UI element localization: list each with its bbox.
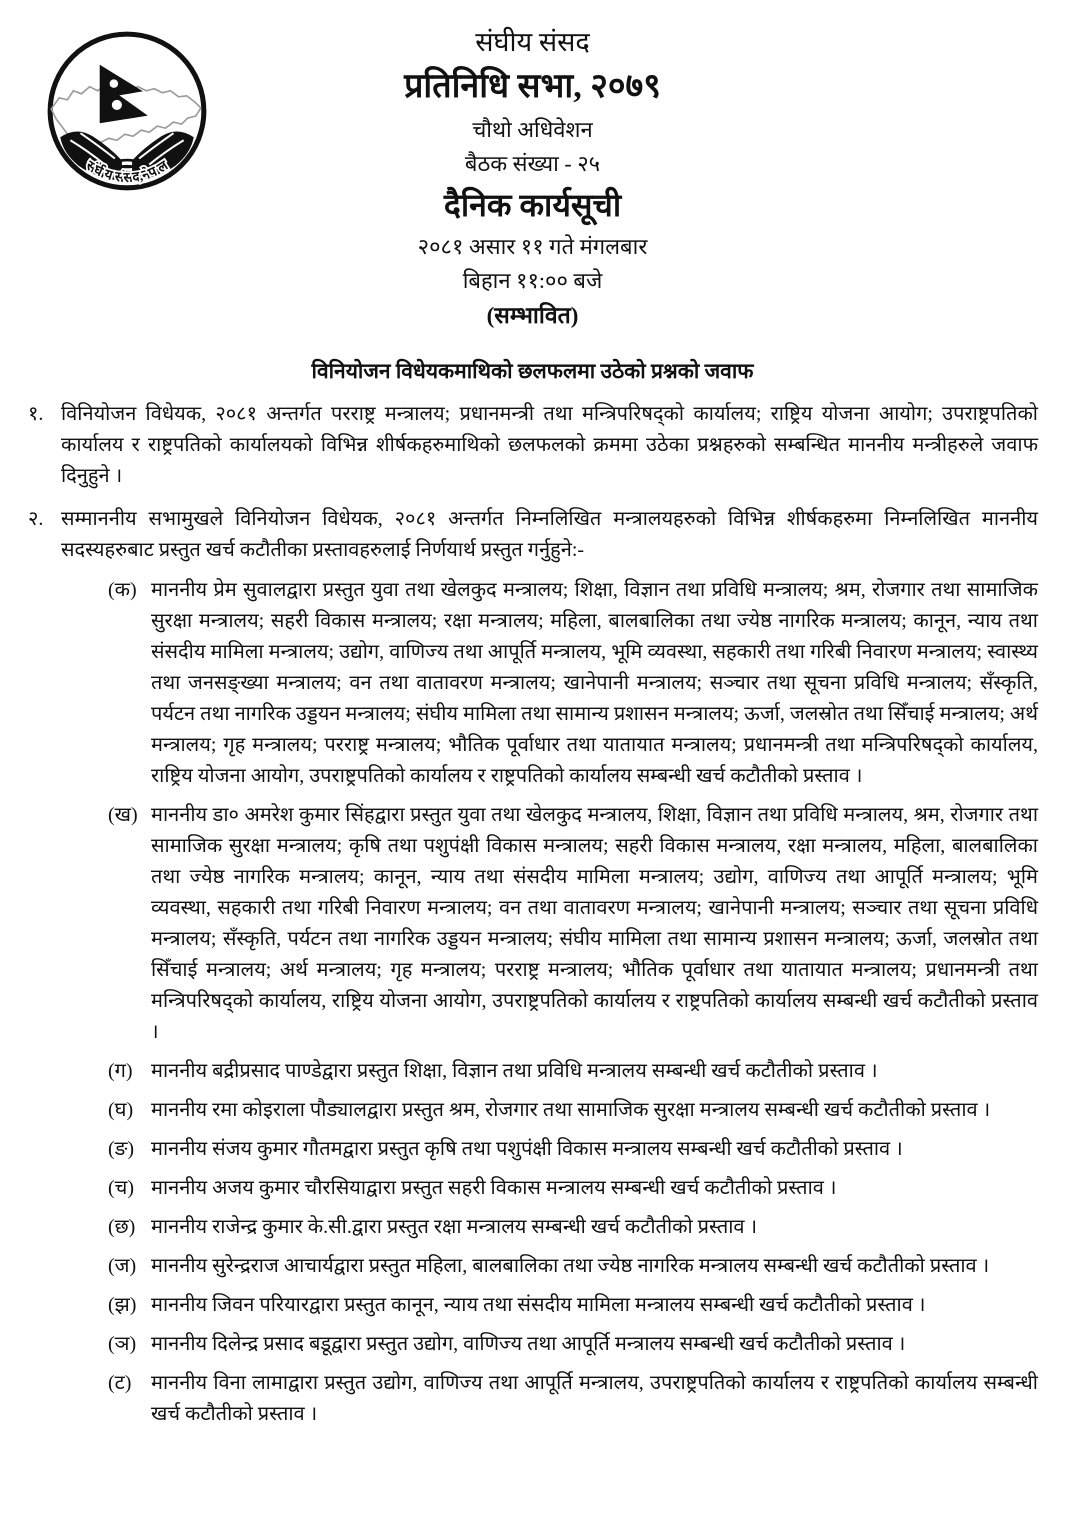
time-line: बिहान ११:०० बजे: [462, 267, 603, 293]
subitem-label: (घ): [108, 1099, 134, 1121]
agenda-body: [28, 399, 1038, 1430]
subitem-gha: [108, 1095, 1038, 1126]
subitem-nga: [108, 1134, 1038, 1165]
house-title: प्रतिनिधि सभा, २०७९: [404, 67, 661, 105]
subitem-cha: [108, 1173, 1038, 1204]
document-title: दैनिक कार्यसूची: [443, 187, 622, 224]
subitem-text: माननीय डा० अमरेश कुमार सिंहद्वारा प्रस्तुत युवा तथा खेलकुद मन्त्रालय, शिक्षा, विज्ञान तथा प्रविधि मन्त्रालय, श्रम, रोजगार तथा सामाजिक सुरक्षा मन्त्रालय; कृषि तथा पशुपंक्षी विकास मन्त्रालय; सहरी विकास मन्त्रालय, रक्षा मन्त्रालय, महिला, बालबालिका तथा ज्येष्ठ नागरिक मन्त्रालय; कानून, न्याय तथा संसदीय मामिला मन्त्रालय; उद्योग, वाणिज्य तथा आपूर्ति मन्त्रालय; भूमि व्यवस्था, सहकारी तथा गरिबी निवारण मन्त्रालय; वन तथा वातावरण मन्त्रालय; खानेपानी मन्त्रालय; सञ्चार तथा सूचना प्रविधि मन्त्रालय; सँस्कृति, पर्यटन तथा नागरिक उड्डयन मन्त्रालय; संघीय मामिला तथा सामान्य प्रशासन मन्त्रालय; ऊर्जा, जलस्रोत तथा सिँचाई मन्त्रालय; अर्थ मन्त्रालय; गृह मन्त्रालय; परराष्ट्र मन्त्रालय; भौतिक पूर्वाधार तथा यातायात मन्त्रालय; प्रधानमन्त्री तथा मन्त्रिपरिषद्को कार्यालय, राष्ट्रिय योजना आयोग, उपराष्ट्रपतिको कार्यालय र राष्ट्रपतिको कार्यालय सम्बन्धी खर्च कटौतीको प्रस्ताव ।: [151, 804, 1038, 1043]
agenda-item-2: [28, 504, 1038, 1430]
subitem-text: माननीय बद्रीप्रसाद पाण्डेद्वारा प्रस्तुत शिक्षा, विज्ञान तथा प्रविधि मन्त्रालय सम्बन्धी खर्च कटौतीको प्रस्ताव ।: [151, 1060, 878, 1082]
subitem-ja: [108, 1251, 1038, 1282]
subitem-jha: [108, 1290, 1038, 1321]
session-line: चौथो अधिवेशन: [472, 117, 593, 143]
subitem-text: माननीय जिवन परियारद्वारा प्रस्तुत कानून, न्याय तथा संसदीय मामिला मन्त्रालय सम्बन्धी खर्च कटौतीको प्रस्ताव ।: [151, 1294, 926, 1316]
subitem-text: माननीय सुरेन्द्रराज आचार्यद्वारा प्रस्तुत महिला, बालबालिका तथा ज्येष्ठ नागरिक मन्त्रालय सम्बन्धी खर्च कटौतीको प्रस्ताव ।: [151, 1255, 990, 1277]
subitem-label: (क): [108, 579, 137, 601]
parliament-emblem-icon: [36, 26, 218, 200]
subitem-list: [108, 575, 1038, 1430]
parliament-name: संघीय संसद: [475, 27, 590, 57]
subitem-text: माननीय संजय कुमार गौतमद्वारा प्रस्तुत कृषि तथा पशुपंक्षी विकास मन्त्रालय सम्बन्धी खर्च कटौतीको प्रस्ताव ।: [151, 1138, 903, 1160]
subitem-text: माननीय विना लामाद्वारा प्रस्तुत उद्योग, वाणिज्य तथा आपूर्ति मन्त्रालय, उपराष्ट्रपतिको कार्यालय र राष्ट्रपतिको कार्यालय सम्बन्धी खर्च कटौतीको प्रस्ताव ।: [151, 1372, 1038, 1425]
tentative-note: (सम्भावित): [486, 303, 579, 329]
flag-moon: [110, 79, 118, 87]
subitem-label: (झ): [108, 1294, 137, 1316]
agenda-item-1: [28, 399, 1038, 492]
subitem-label: (ख): [108, 804, 138, 826]
item-number: १.: [28, 403, 44, 425]
section-title: विनियोजन विधेयकमाथिको छलफलमा उठेको प्रश्नको जवाफ: [311, 359, 754, 383]
subitem-label: (ङ): [108, 1138, 135, 1160]
subitem-ka: [108, 575, 1038, 792]
subitem-ta: [108, 1368, 1038, 1430]
subitem-label: (छ): [108, 1216, 136, 1238]
subitem-text: माननीय राजेन्द्र कुमार के.सी.द्वारा प्रस्तुत रक्षा मन्त्रालय सम्बन्धी खर्च कटौतीको प्रस्ताव ।: [151, 1216, 758, 1238]
date-line: २०८१ असार ११ गते मंगलबार: [417, 234, 648, 260]
subitem-kha: [108, 800, 1038, 1048]
subitem-text: माननीय अजय कुमार चौरसियाद्वारा प्रस्तुत सहरी विकास मन्त्रालय सम्बन्धी खर्च कटौतीको प्रस्ताव ।: [151, 1177, 837, 1199]
subitem-text: माननीय दिलेन्द्र प्रसाद बडूद्वारा प्रस्तुत उद्योग, वाणिज्य तथा आपूर्ति मन्त्रालय सम्बन्धी खर्च कटौतीको प्रस्ताव ।: [151, 1333, 906, 1355]
subitem-label: (ञ): [108, 1333, 137, 1355]
item-text: सम्माननीय सभामुखले विनियोजन विधेयक, २०८१ अन्तर्गत निम्नलिखित मन्त्रालयहरुको विभिन्न शीर्षकहरुमा निम्नलिखित माननीय सदस्यहरुबाट प्रस्तुत खर्च कटौतीका प्रस्तावहरुलाई निर्णयार्थ प्रस्तुत गर्नुहुने:-: [61, 508, 1038, 561]
meeting-number-line: बैठक संख्या - २५: [464, 150, 601, 176]
subitem-label: (च): [108, 1177, 135, 1199]
subitem-ga: [108, 1056, 1038, 1087]
item-text: विनियोजन विधेयक, २०८१ अन्तर्गत परराष्ट्र मन्त्रालय; प्रधानमन्त्री तथा मन्त्रिपरिषद्को कार्यालय; राष्ट्रिय योजना आयोग; उपराष्ट्रपतिको कार्यालय र राष्ट्रपतिको कार्यालयको विभिन्न शीर्षकहरुमाथिको छलफलको क्रममा उठेका प्रश्नहरुको सम्बन्धित माननीय मन्त्रीहरुले जवाफ दिनुहुने ।: [61, 403, 1038, 487]
item-number: २.: [28, 508, 44, 530]
emblem-caption: संघीय संसद,नेपाल: [83, 157, 171, 185]
subitem-label: (ट): [108, 1372, 132, 1394]
flag-sun: [112, 100, 122, 110]
subitem-chha: [108, 1212, 1038, 1243]
subitem-nya: [108, 1329, 1038, 1360]
subitem-text: माननीय प्रेम सुवालद्वारा प्रस्तुत युवा तथा खेलकुद मन्त्रालय; शिक्षा, विज्ञान तथा प्रविधि मन्त्रालय; श्रम, रोजगार तथा सामाजिक सुरक्षा मन्त्रालय; सहरी विकास मन्त्रालय; रक्षा मन्त्रालय; महिला, बालबालिका तथा ज्येष्ठ नागरिक मन्त्रालय; कानून, न्याय तथा संसदीय मामिला मन्त्रालय; उद्योग, वाणिज्य तथा आपूर्ति मन्त्रालय, भूमि व्यवस्था, सहकारी तथा गरिबी निवारण मन्त्रालय; स्वास्थ्य तथा जनसङ्ख्या मन्त्रालय; वन तथा वातावरण मन्त्रालय; खानेपानी मन्त्रालय; सञ्चार तथा सूचना प्रविधि मन्त्रालय; सँस्कृति, पर्यटन तथा नागरिक उड्डयन मन्त्रालय; संघीय मामिला तथा सामान्य प्रशासन मन्त्रालय; ऊर्जा, जलस्रोत तथा सिँचाई मन्त्रालय; अर्थ मन्त्रालय; गृह मन्त्रालय; परराष्ट्र मन्त्रालय; भौतिक पूर्वाधार तथा यातायात मन्त्रालय; प्रधानमन्त्री तथा मन्त्रिपरिषद्को कार्यालय, राष्ट्रिय योजना आयोग, उपराष्ट्रपतिको कार्यालय र राष्ट्रपतिको कार्यालय सम्बन्धी खर्च कटौतीको प्रस्ताव ।: [151, 579, 1038, 787]
subitem-label: (ज): [108, 1255, 137, 1277]
subitem-text: माननीय रमा कोइराला पौड्यालद्वारा प्रस्तुत श्रम, रोजगार तथा सामाजिक सुरक्षा मन्त्रालय सम्बन्धी खर्च कटौतीको प्रस्ताव ।: [151, 1099, 991, 1121]
subitem-label: (ग): [108, 1060, 133, 1082]
